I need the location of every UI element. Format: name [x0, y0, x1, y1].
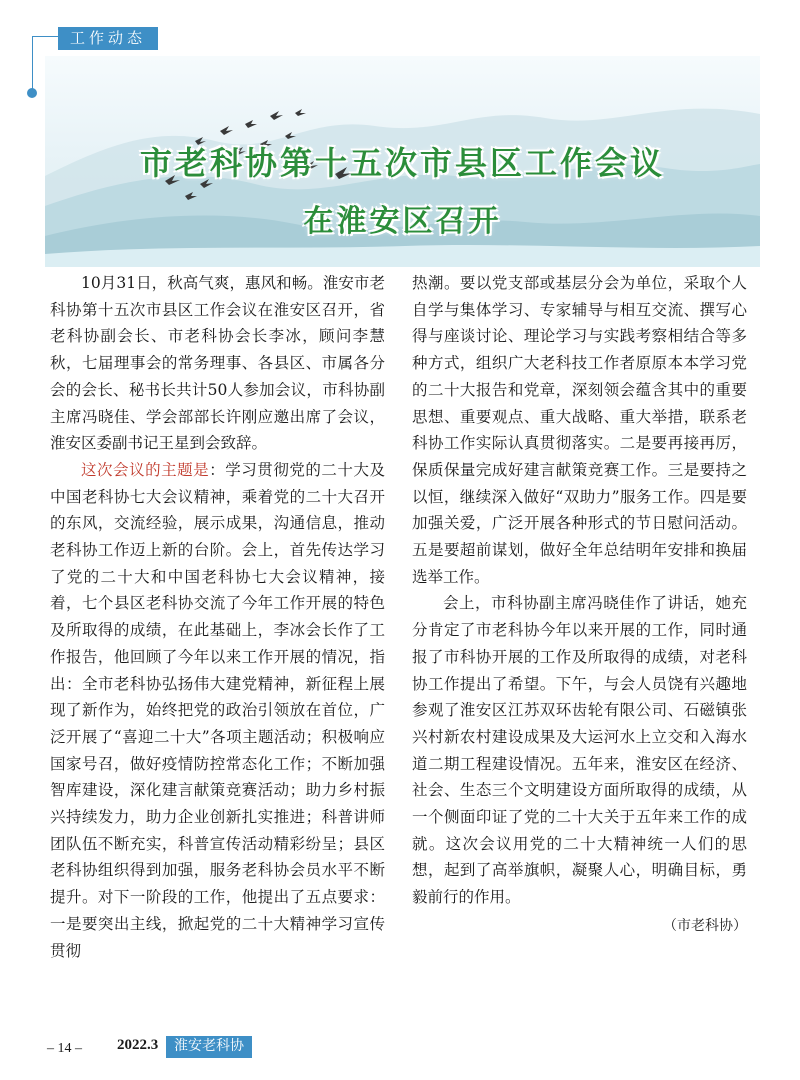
section-tag-side-line [32, 36, 33, 92]
section-tag-dot [27, 88, 37, 98]
article-column-right [412, 270, 747, 940]
issue-number: 2022.3 [117, 1037, 159, 1053]
paragraph-2-body: ：学习贯彻党的二十大及中国老科协七大会议精神，乘着党的二十大召开的东风，交流经验，展示成果，沟通信息，推动老科协工作迈上新的台阶。会上，首先传达学习了党的二十大和中国老科协七大会议精神，接着，七个县区老科协交流了今年工作开展的特色及所取得的成绩，在此基础上，李冰会长作了工作报告，他回顾了今年以来工作开展的情况，指出：全市老科协弘扬伟大建党精神，新征程上展现了新作为，始终把党的政治引领放在首位，广泛开展了“喜迎二十大”各项主题活动；积极响应国家号召，做好疫情防控常态化工作；不断加强智库建设，深化建言献策竞赛活动；助力乡村振兴持续发力，助力企业创新扎实推进；科普讲师团队伍不断充实，科普宣传活动精彩纷呈；县区老科协组织得到加强，服务老科协会员水平不断提升。对下一阶段的工作，他提出了五点要求：一是要突出主线，掀起党的二十大精神学习宣传贯彻 [50, 460, 385, 960]
article-paragraph-2 [50, 457, 385, 964]
article-paragraph-3: 会上，市科协副主席冯晓佳作了讲话，她充分肯定了市老科协今年以来开展的工作，同时通报了市科协开展的工作及所取得的成绩，对老科协工作提出了希望。下午，与会人员饶有兴趣地参观了淮安区江苏双环齿轮有限公司、石磁镇张兴村新农村建设成果及大运河水上立交和入海水道二期工程建设情况。五年来，淮安区在经济、社会、生态三个文明建设方面所取得的成绩，从一个侧面印证了党的二十大关于五年来工作的成就。这次会议用党的二十大精神统一人们的思想，起到了高举旗帜，凝聚人心，明确目标，勇毅前行的作用。 [412, 594, 747, 907]
journal-name: 淮安老科协 [166, 1036, 252, 1058]
header-banner [45, 56, 760, 267]
paragraph-lead-text: 这次会议的主题是 [81, 460, 210, 479]
section-tag: 工作动态 [58, 27, 158, 50]
article-column-left [50, 270, 385, 964]
page-number: – 14 – [47, 1041, 82, 1056]
article-byline: （市老科协） [663, 917, 747, 934]
article-title-line-1: 市老科协第十五次市县区工作会议 [139, 144, 665, 182]
article-paragraph-1: 10月31日，秋高气爽，惠风和畅。淮安市老科协第十五次市县区工作会议在淮安区召开，省老科协副会长、市老科协会长李冰，顾问李慧秋，七届理事会的常务理事、各县区、市属各分会的会长、秘书长共计50人参加会议，市科协副主席冯晓佳、学会部部长许刚应邀出席了会议，淮安区委副书记王星到会致辞。 [50, 274, 385, 453]
article-paragraph-2-continued: 热潮。要以党支部或基层分会为单位，采取个人自学与集体学习、专家辅导与相互交流、撰写心得与座谈讨论、理论学习与实践考察相结合等多种方式，组织广大老科技工作者原原本本学习党的二十大报告和党章，深刻领会蕴含其中的重要思想、重要观点、重大战略、重大举措，联系老科协工作实际认真贯彻落实。二是要再接再厉，保质保量完成好建言献策竞赛工作。三是要持之以恒，继续深入做好“双助力”服务工作。四是要加强关爱，广泛开展各种形式的节日慰问活动。五是要超前谋划，做好全年总结明年安排和换届选举工作。 [412, 274, 747, 586]
article-title-line-2: 在淮安区召开 [303, 204, 502, 239]
section-tag-line [32, 36, 58, 37]
